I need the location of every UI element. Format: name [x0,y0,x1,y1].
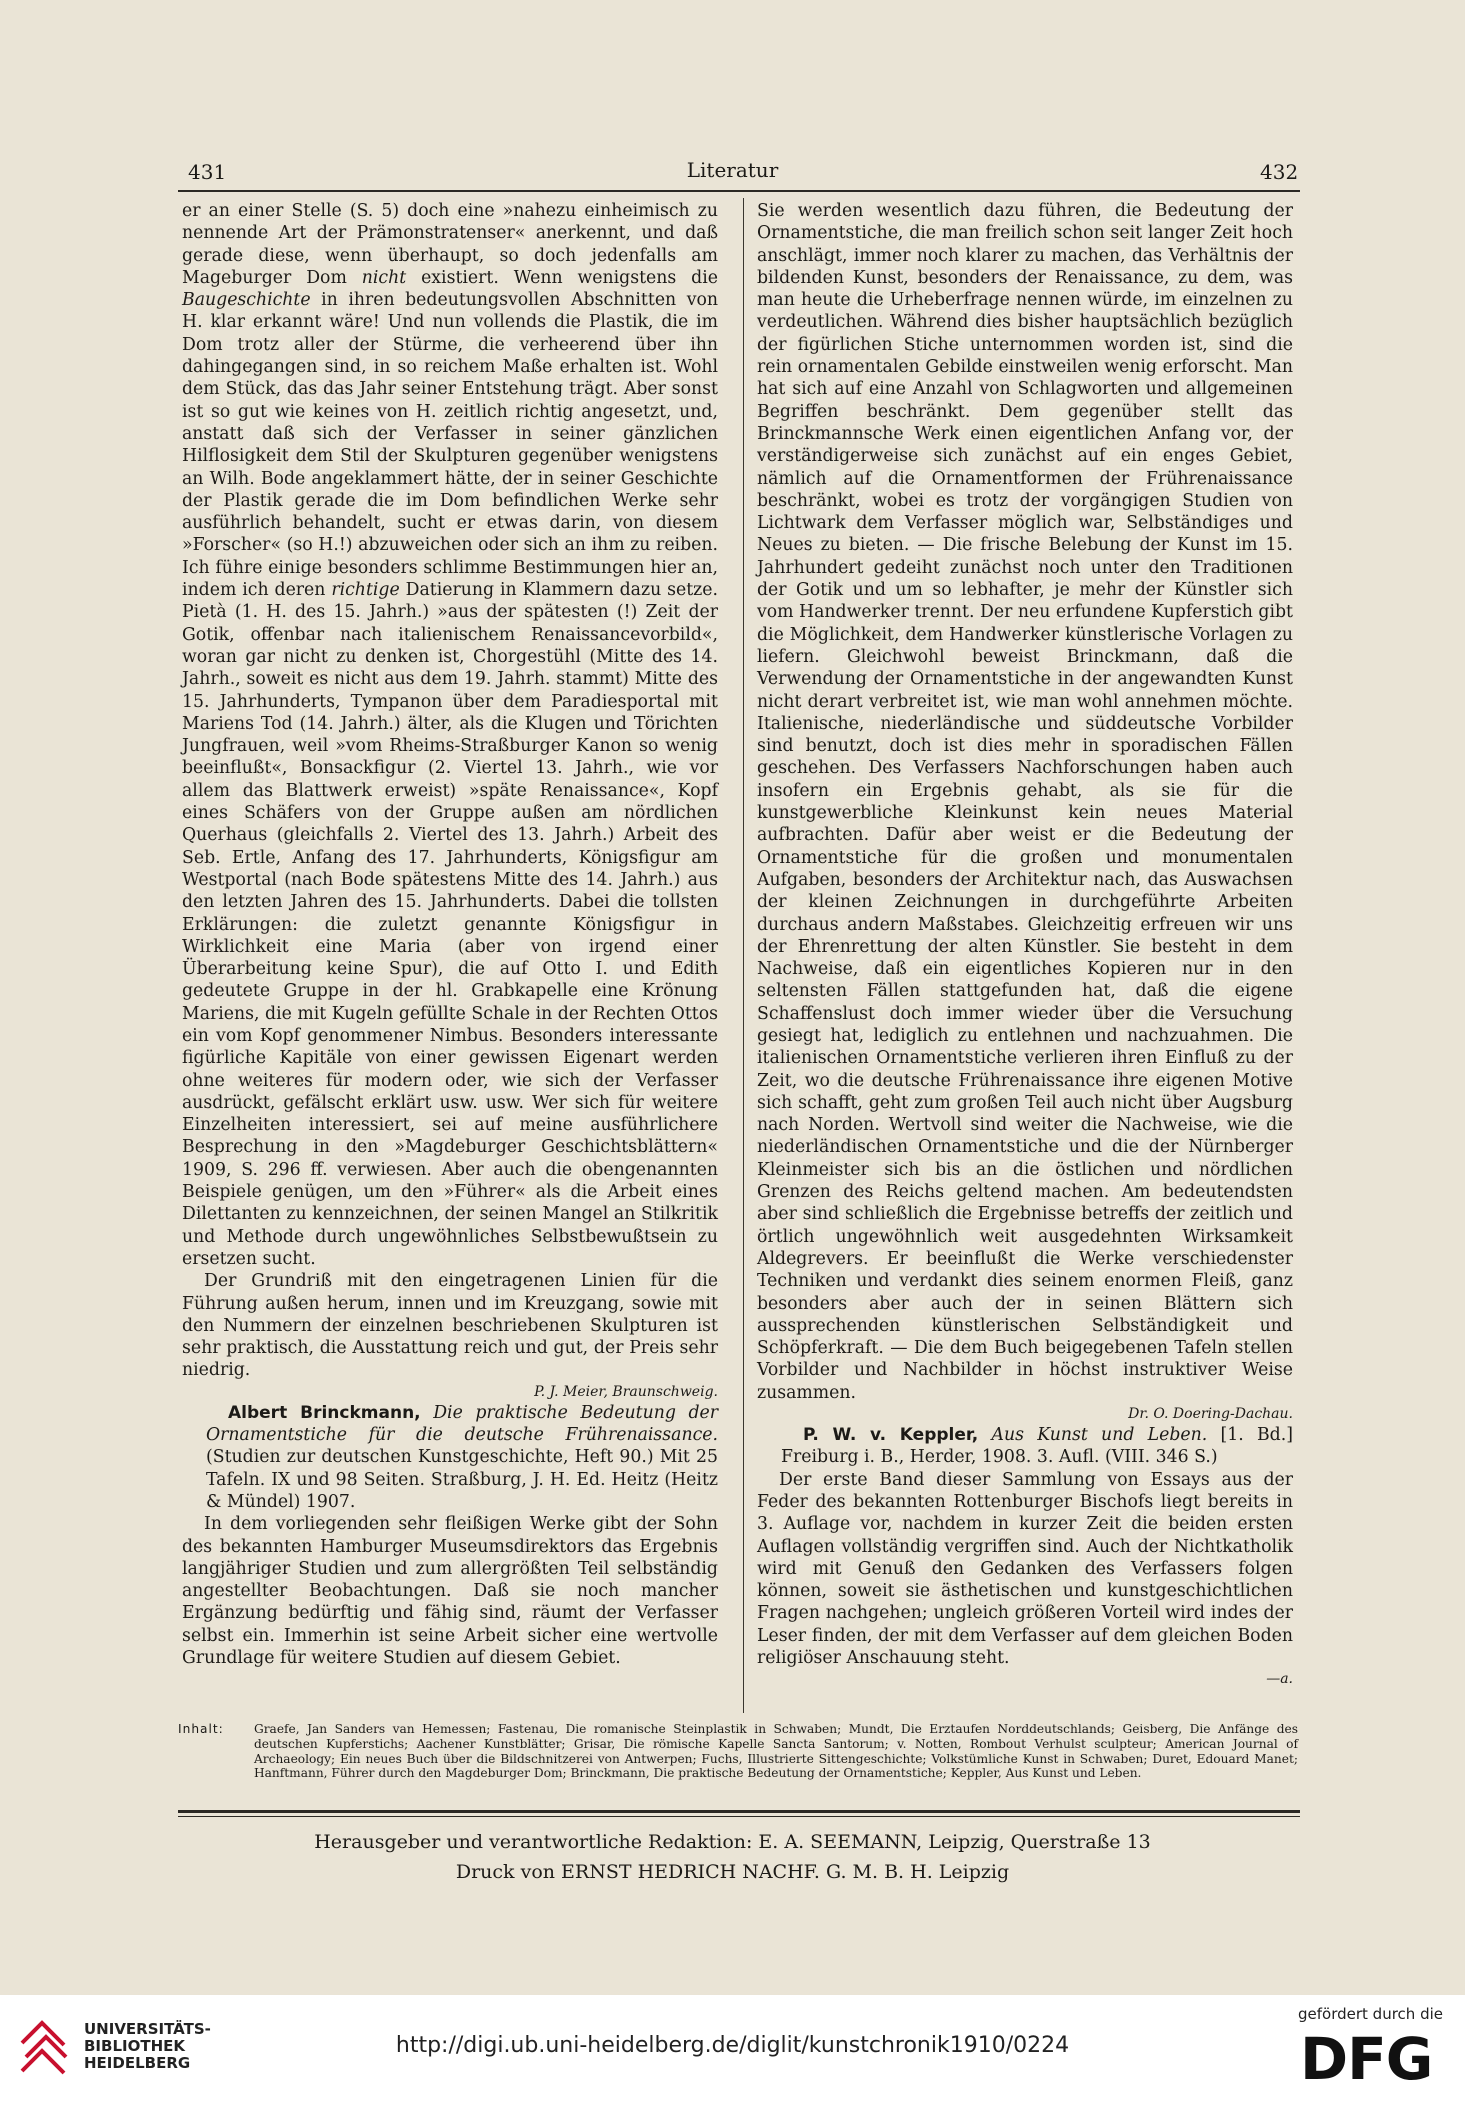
text: er an einer Stelle (S. 5) doch eine »nahezu einheimisch zu nennende Art der Prämonstratenser« anerkennt, und daß gerade diese, wenn überhaupt, so doch jedenfalls am Mageburger Dom [182,201,718,288]
viewer-footer [0,1995,1465,2104]
paragraph: Sie werden wesentlich dazu führen, die Bedeutung der Ornamentstiche, die man freilich schon seit langer Zeit hoch anschlägt, immer noch klarer zu machen, das Verhältnis der bildenden Kunst, besonders der Renaissance, zu dem, was man heute die Urheberfrage nennen würde, im einzelnen zu verdeutlichen. Während dies bisher hauptsächlich bezüglich der figürlichen Stiche unternommen worden ist, sind die rein ornamentalen Gebilde einstweilen wenig erforscht. Man hat sich auf eine Anzahl von Schlagworten und allgemeinen Begriffen beschränkt. Dem gegenüber stellt das Brinckmannsche Werk einen eigentlichen Anfang vor, der verständigerweise sich zunächst auf ein enges Gebiet, nämlich auf die Ornamentformen der Frührenaissance beschränkt, wobei es trotz der vorgängigen Studien von Lichtwark dem Verfasser möglich war, Selbständiges und Neues zu bieten. — Die frische Belebung der Kunst im 15. Jahrhundert gedeiht zunächst noch unter den Traditionen der Gotik und um so lebhafter, je mehr der Künstler sich vom Handwerker trennt. Der neu erfundene Kupferstich gibt die Möglichkeit, dem Handwerker künstlerische Vorlagen zu liefern. Gleichwohl beweist Brinckmann, daß die Verwendung der Ornamentstiche in der angewandten Kunst nicht derart verbreitet ist, wie man wohl annehmen möchte. Italienische, niederländische und süddeutsche Vorbilder sind benutzt, doch ist dies mehr in sporadischen Fällen geschehen. Des Verfassers Nachforschungen haben auch insofern ein Ergebnis gehabt, als sie für die kunstgewerbliche Kleinkunst kein neues Material aufbrachten. Dafür aber weist er die Bedeutung der Ornamentstiche für die großen und monumentalen Aufgaben, besonders der Architektur nach, das Auswachsen der kleinen Zeichnungen in durchgeführte Arbeiten durchaus andern Maßstabes. Gleichzeitig erfreuen wir uns der Ehrenrettung der alten Künstler. Sie besteht in dem Nachweise, daß ein eigentliches Kopieren nur in den seltensten Fällen stattgefunden hat, daß die eigene Schaffenslust doch immer wieder über die Versuchung gesiegt hat, lediglich zu entlehnen und nachzuahmen. Die italienischen Ornamentstiche verlieren ihren Einfluß zu der Zeit, wo die deutsche Frührenaissance ihre eigenen Motive sich schafft, geht zum großen Teil auch nicht über Augsburg nach Norden. Wertvoll sind weiter die Nachweise, wie die niederländischen Ornamentstiche und die der Nürnberger Kleinmeister sich bis an die östlichen und nördlichen Grenzen des Reichs geltend machen. Am bedeutendsten aber sind schließlich die Ergebnisse betreffs der zeitlich und örtlich ungewöhnlich weit ausgedehnten Wirksamkeit Aldegrevers. Er beeinflußt die Werke verschiedenster Techniken und verdankt dies seinem enormen Fleiß, ganz besonders aber auch der in seinen Blättern sich aussprechenden künstlerischen Selbständigkeit und Schöpferkraft. — Die dem Buch beigegebenen Tafeln stellen Vorbilder und Nachbilder in höchst instruktiver Weise zusammen. [757,201,1293,1403]
emphasis: richtige [331,580,400,601]
running-title: Literatur [686,158,779,182]
publisher-line: Herausgeber und verantwortliche Redaktion: E. A. SEEMANN, Leipzig, Querstraße 13 [314,1831,1151,1853]
right-column [757,200,1293,1689]
page-number-left: 431 [188,160,227,184]
page-number-right: 432 [1260,160,1299,184]
signature: Dr. O. Doering-Dachau. [1128,1406,1293,1423]
dfg-logo[interactable]: DFG [1300,2025,1433,2093]
paragraph [182,200,718,1270]
paragraph: In dem vorliegenden sehr fleißigen Werke gibt der Sohn des bekannten Hamburger Museumsdirektors das Ergebnis langjähriger Studien und zum allergrößten Teil selbständig angestellter Beobachtungen. Daß sie noch mancher Ergänzung bedürftig und fähig sind, räumt der Verfasser selbst ein. Immerhin ist seine Arbeit sicher eine wertvolle Grundlage für weitere Studien auf diesem Gebiet. [182,1514,718,1668]
footer-rule [178,1810,1300,1813]
footer-rule-thin [178,1816,1300,1817]
contents-text: Graefe, Jan Sanders van Hemessen; Fastenau, Die romanische Steinplastik in Schwaben; Mundt, Die Erztaufen Norddeutschlands; Geisberg, Die Anfänge des deutschen Kupferstichs; Aachener Kunstblätter; Grisar, Die römische Kapelle Sancta Santorum; v. Notten, Rombout Verhulst sculpteur; American Journal of Archaeology; Ein neues Buch über die Bildschnitzerei von Antwerpen; Fuchs, Illustrierte Sittengeschichte; Volkstümliche Kunst in Schwaben; Duret, Edouard Manet; Hanftmann, Führer durch den Magdeburger Dom; Brinckmann, Die praktische Bedeutung der Ornamentstiche; Keppler, Aus Kunst und Leben. [254,1722,1298,1781]
entry-title: Aus Kunst und Leben. [991,1425,1208,1446]
entry-title: Die praktische Bedeutung der Ornamentstiche für die deutsche Frührenaissance. [206,1402,718,1446]
library-name-line: HEIDELBERG [84,2054,191,2072]
permalink[interactable]: http://digi.ub.uni-heidelberg.de/diglit/kunstchronik1910/0224 [395,2033,1070,2058]
funding-caption: gefördert durch die [1298,2005,1443,2023]
left-column [182,200,718,1669]
emphasis: Baugeschichte [182,290,311,311]
signature: P. J. Meier, Braunschweig. [534,1383,718,1400]
column-divider [743,198,744,1713]
contents-label: Inhalt: [178,1722,224,1736]
entry-details: (Studien zur deutschen Kunstgeschichte, Heft 90.) Mit 25 Tafeln. IX und 98 Seiten. Straßburg, J. H. Ed. Heitz (Heitz & Mündel) 1907. [206,1447,718,1512]
text: Datierung in Klammern dazu setze. Pietà (1. H. des 15. Jahrh.) »aus der spätesten (!) Zeit der Gotik, offenbar nach italienischem Renaissancevorbild«, woran gar nicht zu denken ist, Chorgestühl (Mitte des 14. Jahrh., soweit es nicht aus dem 19. Jahrh. stammt) Mitte des 15. Jahrhunderts, Tympanon über dem Paradiesportal mit Mariens Tod (14. Jahrh.) älter, als die Klugen und Törichten Jungfrauen, weil »vom Rheims-Straßburger Kanon so wenig beeinflußt«, Bonsackfigur (2. Viertel 13. Jahrh., wie vor allem das Blattwerk erweist) »späte Renaissance«, Kopf eines Schäfers von der Gruppe außen am nördlichen Querhaus (gleichfalls 2. Viertel des 13. Jahrh.) Arbeit des Seb. Ertle, Anfang des 17. Jahrhunderts, Königsfigur am Westportal (nach Bode spätestens Mitte des 14. Jahrh.) aus den letzten Jahren des 15. Jahrhunderts. Dabei die tollsten Erklärungen: die zuletzt genannte Königsfigur in Wirklichkeit eine Maria (aber von irgend einer Überarbeitung keine Spur), die auf Otto I. und Edith gedeutete Gruppe in der hl. Grabkapelle eine Krönung Mariens, die mit Kugeln gefüllte Schale in der Rechten Ottos ein vom Kopf genommener Nimbus. Besonders interessante figürliche Kapitäle von einer gewissen Eigenart werden ohne weiteres für modern oder, wie sich der Verfasser ausdrückt, gefälscht erklärt usw. usw. Wer sich für weitere Einzelheiten interessiert, sei auf meine ausführlichere Besprechung in den »Magdeburger Geschichtsblättern« 1909, S. 296 ff. verwiesen. Aber auch die obengenannten Beispiele genügen, um den »Führer« als die Arbeit eines Dilettanten zu kennzeichnen, der seinen Mangel an Stilkritik und Methode durch ungewöhnliches Selbstbewußtsein zu ersetzen sucht. [182,580,718,1269]
paragraph: Der Grundriß mit den eingetragenen Linien für die Führung außen herum, innen und im Kreuzgang, sowie mit den Nummern der einzelnen beschriebenen Skulpturen ist sehr praktisch, die Ausstattung reich und gut, der Preis sehr niedrig. [182,1271,718,1381]
review-entry [182,1402,718,1513]
text: existiert. Wenn wenigstens die [421,267,718,288]
library-name-line: UNIVERSITÄTS- [84,2020,211,2038]
library-name-line: BIBLIOTHEK [84,2037,185,2055]
signature: —a. [1266,1671,1293,1688]
entry-author: P. W. v. Keppler, [803,1425,979,1446]
review-entry [757,1424,1293,1469]
emphasis: nicht [361,267,407,288]
printer-line: Druck von ERNST HEDRICH NACHF. G. M. B. H. Leipzig [455,1861,1010,1883]
entry-author: Albert Brinckmann, [228,1402,421,1423]
table-of-contents [178,1722,1298,1781]
entry-details: [1. Bd.] Freiburg i. B., Herder, 1908. 3. Aufl. (VIII. 346 S.) [781,1425,1293,1468]
text: in ihren bedeutungsvollen Abschnitten von H. klar erkannt wäre! Und nun vollends die Plastik, die im Dom trotz aller der Stürme, die verheerend über ihn dahingegangen sind, in so reichem Maße erhalten ist. Wohl dem Stück, das das Jahr seiner Entstehung trägt. Aber sonst ist so gut wie keines von H. zeitlich richtig angesetzt, und, anstatt daß sich der Verfasser in seiner gänzlichen Hilflosigkeit dem Stil der Skulpturen gegenüber wenigstens an Wilh. Bode angeklammert hätte, der in seiner Geschichte der Plastik gerade die im Dom befindlichen Werke sehr ausführlich behandelt, sucht er etwas darin, von diesem »Forscher« (so H.!) abzuweichen oder sich an ihm zu reiben. Ich führe einige besonders schlimme Bestimmungen hier an, indem ich deren [182,290,718,601]
paragraph: Der erste Band dieser Sammlung von Essays aus der Feder des bekannten Rottenburger Bischofs liegt bereits in 3. Auflage vor, nachdem in kurzer Zeit die beiden ersten Auflagen vollständig vergriffen sind. Auch der Nichtkatholik wird mit Genuß den Gedanken des Verfassers folgen können, soweit sie ästhetischen und kunstgeschichtlichen Fragen nachgehen; ungleich größeren Vorteil wird indes der Leser finden, der mit dem Verfasser auf dem gleichen Boden religiöser Anschauung steht. [757,1469,1293,1668]
header-rule [178,190,1300,192]
